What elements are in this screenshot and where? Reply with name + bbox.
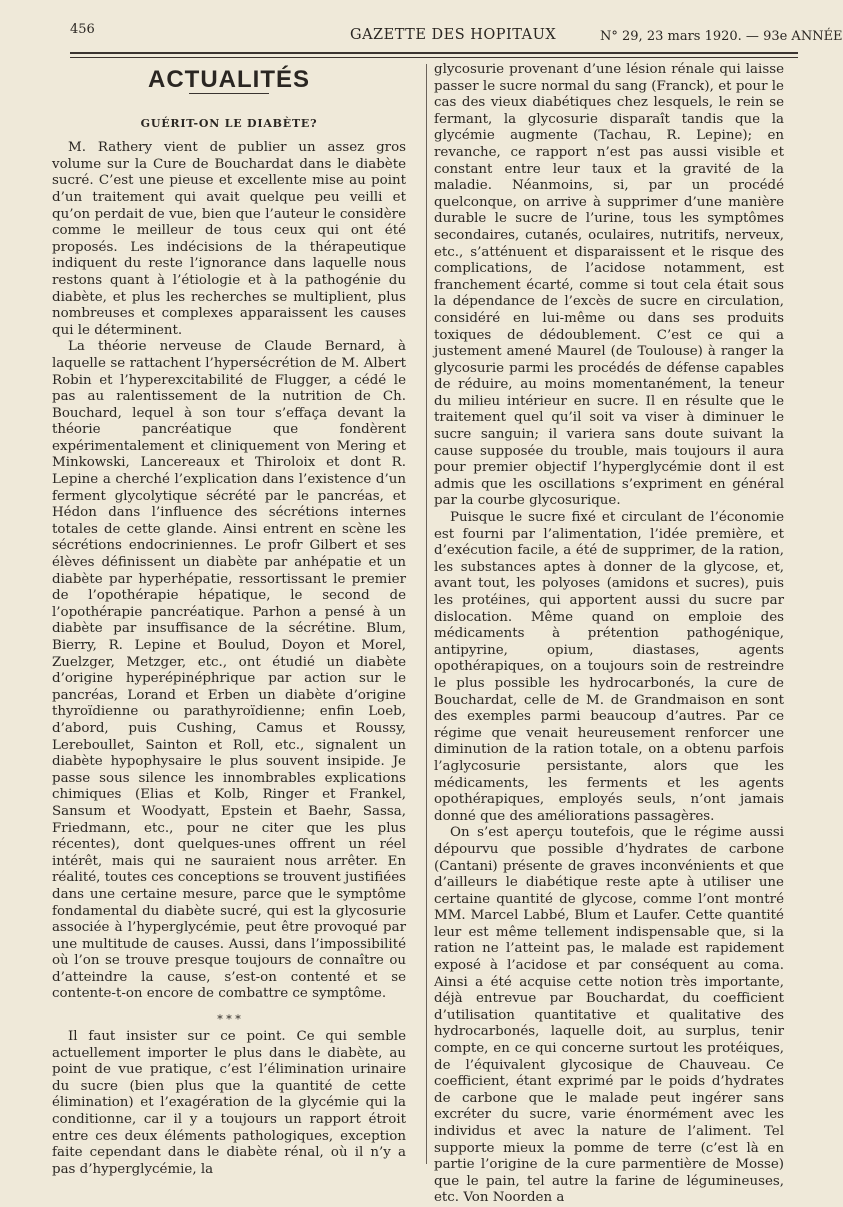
section-separator: ⁎ ⁎ ⁎ — [217, 1009, 241, 1023]
column-divider — [426, 64, 427, 1164]
header-rule — [70, 52, 798, 54]
page-number: 456 — [70, 22, 95, 37]
right-column — [434, 62, 784, 1207]
left-column — [52, 62, 406, 1178]
paragraph: On s’est aperçu toutefois, que le régime aussi dépourvu que possible d’hydrates de carbone (Cantani) présente de graves inconvénients et que d’ailleurs le diabétique reste apte à utiliser une certaine quantité de glycose, comme l’ont montré MM. Marcel Labbé, Blum et Laufer. Cette quantité leur est même tellement indispensable que, si la ration ne l’atteint pas, le malade est rapidement exposé à l’acidose et par conséquent au coma. Ainsi a été acquise cette notion très importante, déjà entrevue par Bouchardat, du coefficient d’utilisation quantitative et qualitative des hydrocarbonés, laquelle doit, au surplus, tenir compte, en ce qui concerne surtout les protéiques, de l’équivalent glycosique de Chauveau. Ce coefficient, étant exprimé par le poids d’hydrates de carbone que le malade peut ingérer sans excréter du sucre, varie énormément avec les individus et avec la nature de l’aliment. Tel supporte mieux la pomme de terre (c’est là en partie l’origine de la cure parmentière de Mosse) que le pain, tel autre la farine de légumineuses, etc. Von Noorden a — [434, 825, 784, 1206]
page-header — [0, 22, 843, 52]
paragraph: Il faut insister sur ce point. Ce qui semble actuellement importer le plus dans le diabète, au point de vue pratique, c’est l’élimination urinaire du sucre (bien plus que la quantité de cette élimination) et l’exagération de la glycémie qui la conditionne, car il y a toujours un rapport étroit entre ces deux éléments pathologiques, exception faite cependant dans le diabète rénal, où il n’y a pas d’hyperglycémie, la — [52, 1029, 406, 1177]
header-rule-thin — [70, 57, 798, 58]
issue-info: N° 29, 23 mars 1920. — 93e ANNÉE — [600, 29, 843, 44]
paragraph: glycosurie provenant d’une lésion rénale qui laisse passer le sucre normal du sang (Franck), et pour le cas des vieux diabétiques chez lesquels, le rein se fermant, la glycosurie disparaît tandis que la glycémie augmente (Tachau, R. Lepine); en revanche, ce rapport n’est pas aussi visible et constant entre leur taux et la gravité de la maladie. Néanmoins, si, par un procédé quelconque, on arrive à supprimer d’une manière durable le sucre de l’urine, tous les symptômes secondaires, cutanés, oculaires, nutritifs, nerveux, etc., s’atténuent et disparaissent et le risque des complications, de l’acidose notamment, est franchement écarté, comme si tout cela était sous la dépendance de l’excès de sucre en circulation, considéré en lui-même ou dans ses produits toxiques de dédoublement. C’est ce qui a justement amené Maurel (de Toulouse) à ranger la glycosurie parmi les procédés de défense capables de réduire, au moins momentanément, la teneur du milieu intérieur en sucre. Il en résulte que le traitement quel qu’il soit va viser à diminuer le sucre sanguin; il variera sans doute suivant la cause supposée du trouble, mais toujours il aura pour premier objectif l’hyperglycémie dont il est admis que les oscillations s’expriment en général par la courbe glycosurique. — [434, 62, 784, 509]
article-title: GUÉRIT-ON LE DIABÈTE? — [140, 116, 318, 130]
journal-title: GAZETTE DES HOPITAUX — [350, 27, 557, 43]
paragraph: M. Rathery vient de publier un assez gros volume sur la Cure de Bouchardat dans le diabète sucré. C’est une pieuse et excellente mise au point d’un traitement qui avait quelque peu veilli et qu’on perdait de vue, bien que l’auteur le considère comme le meilleur de tous ceux qui ont été proposés. Les indécisions de la thérapeutique indiquent du reste l’ignorance dans laquelle nous restons quant à l’étiologie et à la pathogénie du diabète, et plus les recherches se multiplient, plus nombreuses et complexes apparaissent les causes qui le déterminent. — [52, 140, 406, 338]
paragraph: Puisque le sucre fixé et circulant de l’économie est fourni par l’alimentation, l’idée première, et d’exécution facile, a été de supprimer, de la ration, les substances aptes à donner de la glycose, et, avant tout, les polyoses (amidons et sucres), puis les protéines, qui apportent aussi du sucre par dislocation. Même quand on emploie des médicaments à prétention pathogénique, antipyrine, opium, diastases, agents opothérapiques, on a toujours soin de restreindre le plus possible les hydrocarbonés, la cure de Bouchardat, celle de M. de Grandmaison en sont des exemples parmi beaucoup d’autres. Par ce régime que venait heureusement renforcer une diminution de la ration totale, on a obtenu parfois l’aglycosurie persistante, alors que les médicaments, les ferments et les agents opothérapiques, employés seuls, n’ont jamais donné que des améliorations passagères. — [434, 510, 784, 824]
paragraph: La théorie nerveuse de Claude Bernard, à laquelle se rattachent l’hypersécrétion de M. Albert Robin et l’hyperexcitabilité de Flugger, a cédé le pas au ralentissement de la nutrition de Ch. Bouchard, lequel à son tour s’effaça devant la théorie pancréatique que fondèrent expérimentalement et cliniquement von Mering et Minkowski, Lancereaux et Thiroloix et dont R. Lepine a cherché l’explication dans l’existence d’un ferment glycolytique sécrété par le pancréas, et Hédon dans l’influence des sécrétions internes totales de cette glande. Ainsi entrent en scène les sécrétions endocriniennes. Le profr Gilbert et ses élèves définissent un diabète par anhépatie et un diabète par hyperhépatie, ressortissant le premier de l’opothérapie hépatique, le second de l’opothérapie pancréatique. Parhon a pensé à un diabète par insuffisance de la sécrétine. Blum, Bierry, R. Lepine et Boulud, Doyon et Morel, Zuelzger, Metzger, etc., ont étudié un diabète d’origine hyperépinéphrique par action sur le pancréas, Lorand et Erben un diabète d’origine thyroïdienne ou parathyroïdienne; enfin Loeb, d’abord, puis Cushing, Camus et Roussy, Lereboullet, Sainton et Roll, etc., signalent un diabète hypophysaire le plus souvent insipide. Je passe sous silence les innombrables explications chimiques (Elias et Kolb, Ringer et Frankel, Sansum et Woodyatt, Epstein et Baehr, Sassa, Friedmann, etc., pour ne citer que les plus récentes), dont quelques-unes offrent un réel intérêt, mais qui ne sauraient nous arrêter. En réalité, toutes ces conceptions se trouvent justifiées dans une certaine mesure, parce que le symptôme fondamental du diabète sucré, qui est la glycosurie associée à l’hyperglycémie, peut être provoqué par une multitude de causes. Aussi, dans l’impossibilité où l’on se trouve presque toujours de connaître ou d’atteindre la cause, s’est-on contenté et se contente-t-on encore de combattre ce symptôme. — [52, 339, 406, 1002]
section-title: ACTUALITÉS — [148, 66, 310, 93]
